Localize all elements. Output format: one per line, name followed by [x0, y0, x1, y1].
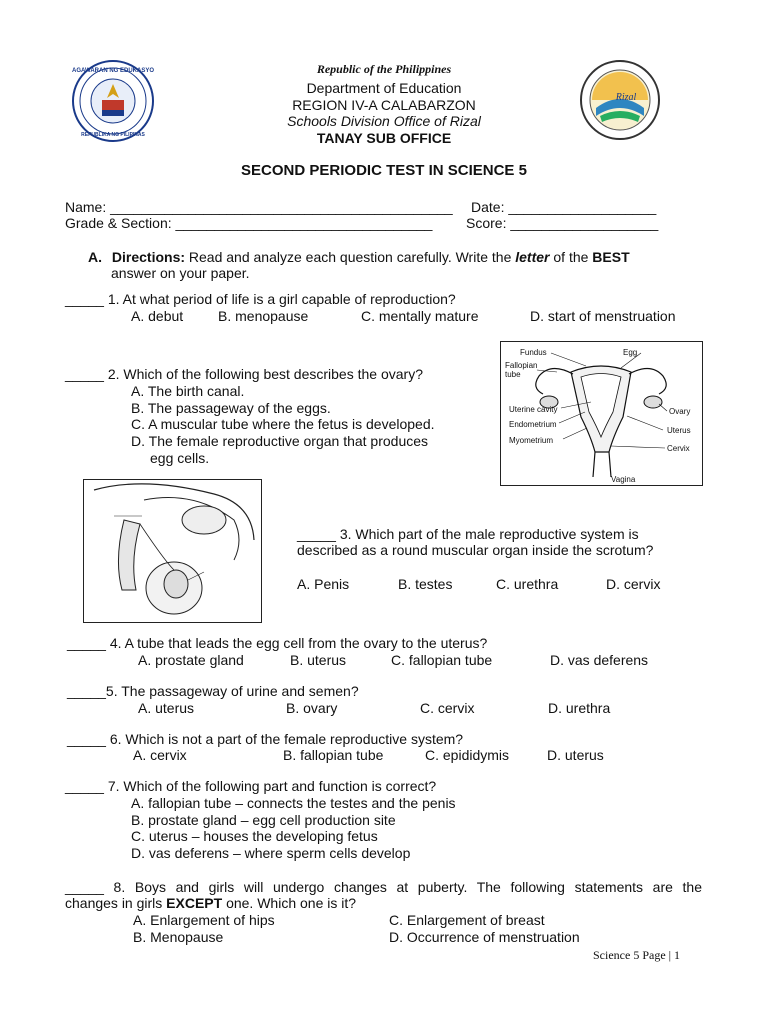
q4-option-a[interactable]: A. prostate gland [138, 652, 244, 668]
label-fundus: Fundus [520, 348, 547, 357]
q7-option-c[interactable]: C. uterus – houses the developing fetus [131, 828, 378, 844]
q3-option-d[interactable]: D. cervix [606, 576, 661, 592]
q3-option-c[interactable]: C. urethra [496, 576, 559, 592]
q5-option-c[interactable]: C. cervix [420, 700, 475, 716]
female-reproductive-diagram [500, 341, 703, 486]
label-tube: tube [505, 370, 521, 379]
label-ovary: Ovary [669, 407, 691, 416]
page-footer: Science 5 Page | 1 [593, 948, 681, 962]
directions-emph-best: BEST [592, 249, 630, 265]
q6-stem: _____ 6. Which is not a part of the female reproductive system? [67, 731, 464, 747]
label-egg: Egg [623, 348, 638, 357]
q3-stem: _____ 3. Which part of the male reproductive system is [297, 526, 639, 542]
q4-option-d[interactable]: D. vas deferens [550, 652, 649, 668]
q1-option-a[interactable]: A. debut [131, 308, 184, 324]
q1-stem: _____ 1. At what period of life is a girl capable of reproduction? [65, 291, 456, 307]
q1-option-c[interactable]: C. mentally mature [361, 308, 479, 324]
label-uterus: Uterus [667, 426, 691, 435]
q1-option-b[interactable]: B. menopause [218, 308, 309, 324]
department-line: Department of Education [306, 80, 462, 96]
q6-option-d[interactable]: D. uterus [547, 747, 604, 763]
directions-line-2: answer on your paper. [111, 265, 250, 281]
svg-text:KAGAWARAN NG EDUKASYON: KAGAWARAN NG EDUKASYON [72, 68, 154, 74]
q4-option-b[interactable]: B. uterus [290, 652, 347, 668]
grade-section-field[interactable]: Grade & Section: _________________________________ [65, 215, 433, 231]
q5-option-d[interactable]: D. urethra [548, 700, 611, 716]
region-line: REGION IV-A CALABARZON [292, 97, 476, 113]
q4-stem: _____ 4. A tube that leads the egg cell from the ovary to the uterus? [67, 635, 488, 651]
label-myometrium: Myometrium [509, 436, 554, 445]
q7-stem: _____ 7. Which of the following part and function is correct? [65, 778, 437, 794]
q3-option-a[interactable]: A. Penis [297, 576, 350, 592]
q6-option-a[interactable]: A. cervix [133, 747, 187, 763]
date-field[interactable]: Date: ___________________ [471, 199, 657, 215]
sub-office-line: TANAY SUB OFFICE [316, 130, 452, 146]
name-field[interactable]: Name: ____________________________________________ [65, 199, 453, 215]
q4-option-c[interactable]: C. fallopian tube [391, 652, 493, 668]
q8-except: EXCEPT [166, 895, 223, 911]
q8-option-b[interactable]: B. Menopause [133, 929, 224, 945]
q8-option-c[interactable]: C. Enlargement of breast [389, 912, 545, 928]
directions-text-2: of the [549, 249, 593, 265]
label-uterine-cavity: Uterine cavity [509, 405, 558, 414]
directions-letter: A. [88, 249, 102, 265]
svg-text:REPUBLIKA NG PILIPINAS: REPUBLIKA NG PILIPINAS [81, 132, 145, 138]
q2-stem: _____ 2. Which of the following best describes the ovary? [65, 366, 423, 382]
label-endometrium: Endometrium [509, 420, 557, 429]
q6-option-b[interactable]: B. fallopian tube [283, 747, 384, 763]
q3-stem-line-2: described as a round muscular organ inside the scrotum? [297, 542, 654, 558]
division-line: Schools Division Office of Rizal [287, 113, 481, 129]
q2-option-b[interactable]: B. The passageway of the eggs. [131, 400, 331, 416]
label-cervix: Cervix [667, 444, 690, 453]
test-title: SECOND PERIODIC TEST IN SCIENCE 5 [241, 162, 527, 179]
q7-option-d[interactable]: D. vas deferens – where sperm cells develop [131, 845, 411, 861]
q6-option-c[interactable]: C. epididymis [425, 747, 510, 763]
q3-option-b[interactable]: B. testes [398, 576, 453, 592]
label-fallopian: Fallopian [505, 361, 538, 370]
q5-stem: _____5. The passageway of urine and semen? [67, 683, 359, 699]
q7-option-b[interactable]: B. prostate gland – egg cell production site [131, 812, 396, 828]
q8-option-d[interactable]: D. Occurrence of menstruation [389, 929, 580, 945]
q8-stem: _____ 8. Boys and girls will undergo changes at puberty. The following statements are the [65, 879, 702, 895]
directions-heading: Directions: [111, 249, 186, 265]
republic-line: Republic of the Philippines [316, 62, 452, 76]
q2-option-c[interactable]: C. A muscular tube where the fetus is developed. [131, 416, 435, 432]
q8-stem-text-2: one. Which one is it? [222, 895, 357, 911]
q8-option-a[interactable]: A. Enlargement of hips [133, 912, 275, 928]
q1-option-d[interactable]: D. start of menstruation [530, 308, 676, 324]
directions-text: Read and analyze each question carefully. Write the [185, 249, 516, 265]
directions-emph-letter: letter [515, 249, 550, 265]
q7-option-a[interactable]: A. fallopian tube – connects the testes and the penis [131, 795, 456, 811]
q5-option-b[interactable]: B. ovary [286, 700, 338, 716]
directions [88, 249, 630, 265]
label-vagina: Vagina [611, 475, 636, 484]
q8-stem-line-2 [65, 895, 356, 911]
q2-option-a[interactable]: A. The birth canal. [131, 383, 245, 399]
male-reproductive-diagram [83, 479, 262, 623]
q2-option-d-line2: egg cells. [150, 450, 210, 466]
q5-option-a[interactable]: A. uterus [138, 700, 195, 716]
q8-stem-text: changes in girls [65, 895, 167, 911]
q2-option-d[interactable]: D. The female reproductive organ that produces [131, 433, 429, 449]
svg-text:Rizal: Rizal [615, 92, 637, 103]
score-field[interactable]: Score: ___________________ [466, 215, 659, 231]
